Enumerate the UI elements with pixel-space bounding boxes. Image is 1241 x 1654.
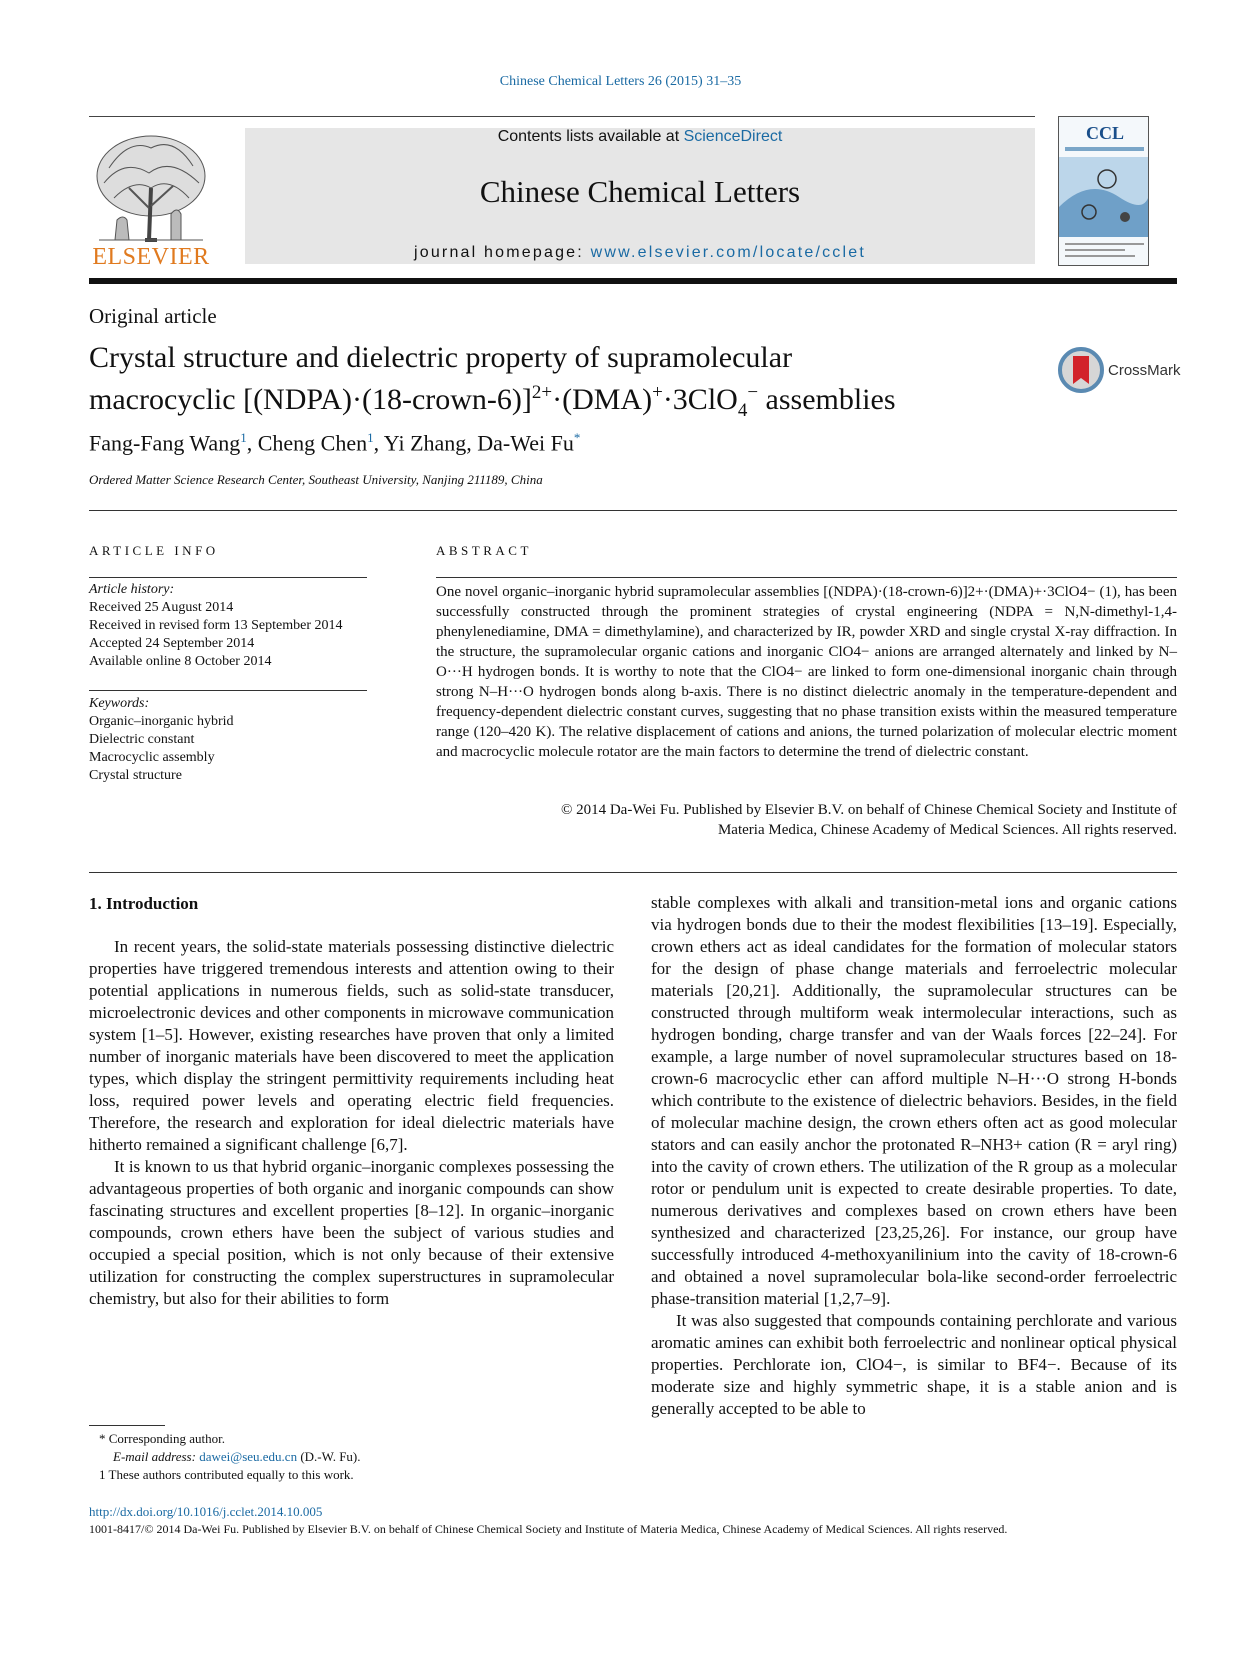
sciencedirect-link[interactable]: ScienceDirect [683,128,783,145]
history-item: Available online 8 October 2014 [89,654,272,669]
crossmark-label[interactable]: CrossMark [1108,362,1181,379]
divider [89,690,367,691]
issn-copyright-line: 1001-8417/© 2014 Da-Wei Fu. Published by Elsevier B.V. on behalf of Chinese Chemical Society and Institute of Materia Medica, Chinese Academy of Medical Sciences. All rights reserved. [89,1522,1008,1536]
abstract-copyright: © 2014 Da-Wei Fu. Published by Elsevier B.V. on behalf of Chinese Chemical Society and Institute of Materia Medica, Chinese Academy of Medical Sciences. All rights reserved. [560,802,1177,838]
footnote-equal-contribution: 1 These authors contributed equally to this work. [99,1467,354,1482]
author-name[interactable]: Cheng Chen [257,430,368,456]
author-mark[interactable]: 1 [367,430,374,445]
history-item: Accepted 24 September 2014 [89,636,255,651]
keyword: Crystal structure [89,768,182,783]
author-name[interactable]: Da-Wei Fu [477,430,574,456]
email-link[interactable]: dawei@seu.edu.cn [199,1449,298,1464]
footnote-rule [89,1425,165,1426]
cover-title: CCL [1085,123,1125,143]
elsevier-wordmark: ELSEVIER [92,244,210,270]
article-info-heading: ARTICLE INFO [89,543,219,558]
article-title [89,340,989,428]
paragraph: It was also suggested that compounds containing perchlorate and various aromatic amines can exhibit both ferroelectric and nonlinear optical physical properties. Perchlorate ion, ClO4−, is similar to BF4−. Because of its moderate size and highly symmetric shape, it is a stable anion and is generally accepted to be able to [651,1311,1177,1418]
paragraph: It is known to us that hybrid organic–inorganic complexes possessing the advantageous properties of both organic and inorganic compounds can show fascinating structures and excellent properties [8–12]. In organic–inorganic compounds, crown ethers have been the subject of various studies and occupied a special position, which is not only because of their extensive utilization for constructing the complex superstructures in supramolecular chemistry, but also for their abilities to form [89,1157,614,1308]
section-heading-introduction: 1. Introduction [89,894,199,913]
article-type: Original article [89,304,217,328]
body-column-right [651,892,1177,1420]
history-label: Article history: [89,582,175,597]
keyword: Macrocyclic assembly [89,750,215,765]
divider [89,872,1177,873]
divider [89,510,1177,511]
journal-header-box [245,128,1035,264]
keywords-label: Keywords: [89,696,150,711]
contents-line: Contents lists available at ScienceDirect [497,128,783,145]
footnote-corresponding: * Corresponding author. [99,1431,226,1446]
paragraph: stable complexes with alkali and transition-metal ions and organic cations via hydrogen bonds due to their the modest flexibilities [13–19]. Especially, crown ethers act as ideal candidates for the formation of molecular stators for the design of phase change materials and ferroelectric molecular materials [20,21]. Additionally, the supramolecular structures can be constructed through multiform weak intermolecular interactions, such as hydrogen bonding, charge transfer and van der Waals forces [22–24]. For example, a large number of novel supramolecular structures based on 18-crown-6 macrocyclic ether can afford multiple N–H···O strong H-bonds which contribute to the existence of dielectric behaviors. Besides, in the field of molecular machine design, the crown ethers often act as good molecular stators and can easily anchor the protonated R–NH3+ cation (R = aryl ring) into the cavity of crown ethers. The utilization of the R group as a molecular rotor or pendulum unit is expected to create desirable properties. To date, numerous derivatives and complexes based on crown ethers have been synthesized and characterized [23,25,26]. For instance, our group have successfully introduced 4-methoxyanilinium into the cavity of 18-crown-6 and obtained a novel supramolecular bola-like second-order ferroelectric phase-transition material [1,2,7–9]. [651,893,1177,1308]
keywords [89,695,379,785]
keyword: Dielectric constant [89,732,195,747]
divider [436,577,1177,578]
history-item: Received 25 August 2014 [89,600,234,615]
author-list: Fang-Fang Wang$^1$, Cheng Chen$^1$, Yi Zhang, Da-Wei Fu* [89,430,581,456]
body-column-left [89,936,614,1310]
keyword: Organic–inorganic hybrid [89,714,234,729]
abstract-heading: ABSTRACT [436,543,532,558]
journal-reference[interactable]: Chinese Chemical Letters 26 (2015) 31–35 [499,74,742,89]
doi-link[interactable]: http://dx.doi.org/10.1016/j.cclet.2014.10.005 [89,1504,323,1519]
article-history [89,581,379,671]
footnotes [89,1430,589,1484]
affiliation: Ordered Matter Science Research Center, Southeast University, Nanjing 211189, China [89,472,543,487]
divider [89,577,367,578]
title-line-1: Crystal structure and dielectric property of supramolecular [89,341,793,374]
homepage-line: journal homepage: www.elsevier.com/locate/cclet [413,244,867,261]
journal-name: Chinese Chemical Letters [479,174,801,209]
author-name[interactable]: Fang-Fang Wang [89,430,241,456]
top-rule [89,116,1035,117]
abstract-text: One novel organic–inorganic hybrid supramolecular assemblies [(NDPA)·(18-crown-6)]2+·(DMA)+·3ClO4− (1), has been successfully constructed through the prominent strategies of crystal engineering (NDPA = N,N-dimethyl-1,4-phenylenediamine, DMA = dimethylamine), and characterized by IR, powder XRD and single crystal X-ray diffraction. In the structure, the supramolecular organic cations and inorganic ClO4− anions are arranged alternately and linked by N–O···H hydrogen bonds. It is worthy to note that the ClO4− are linked to form one-dimensional inorganic chain through strong N–H···O hydrogen bonds along b-axis. There is no distinct dielectric anomaly in the temperature-dependent and frequency-dependent dielectric constant curves, suggesting that no phase transition exists within the measured temperature range (120–420 K). The relative displacement of cations and anions, the turned polarization of molecular electric moment and macrocyclic molecule rotator are the main factors to determine the trend of dielectric constant. [436,584,1177,760]
footnote-email: E-mail address: dawei@seu.edu.cn (D.-W. Fu). [113,1449,361,1464]
author-mark[interactable]: * [573,430,581,445]
journal-cover-thumbnail[interactable] [1058,116,1149,266]
title-line-2: macrocyclic [(NDPA)·(18-crown-6)]$^{2+}$·(DMA)+·3ClO$_4$− assemblies [89,382,896,421]
author-mark[interactable]: 1 [240,430,247,445]
paragraph: In recent years, the solid-state materials possessing distinctive dielectric properties have triggered tremendous interests and attention owing to their potential applications in numerous fields, such as solid-state transducer, microelectronic devices and other components in microwave communication system [1–5]. However, existing researches have proven that only a limited number of inorganic materials have been discovered to meet the application types, which display the stringent permittivity requirements including heat loss, required power levels and operating electric field frequencies. Therefore, the research and exploration for ideal dielectric materials have hitherto remained a significant challenge [6,7]. [89,937,614,1154]
history-item: Received in revised form 13 September 2014 [89,618,343,633]
author-name[interactable]: Yi Zhang [383,430,467,456]
header-thick-rule [89,278,1177,284]
homepage-link[interactable]: www.elsevier.com/locate/cclet [590,244,867,261]
